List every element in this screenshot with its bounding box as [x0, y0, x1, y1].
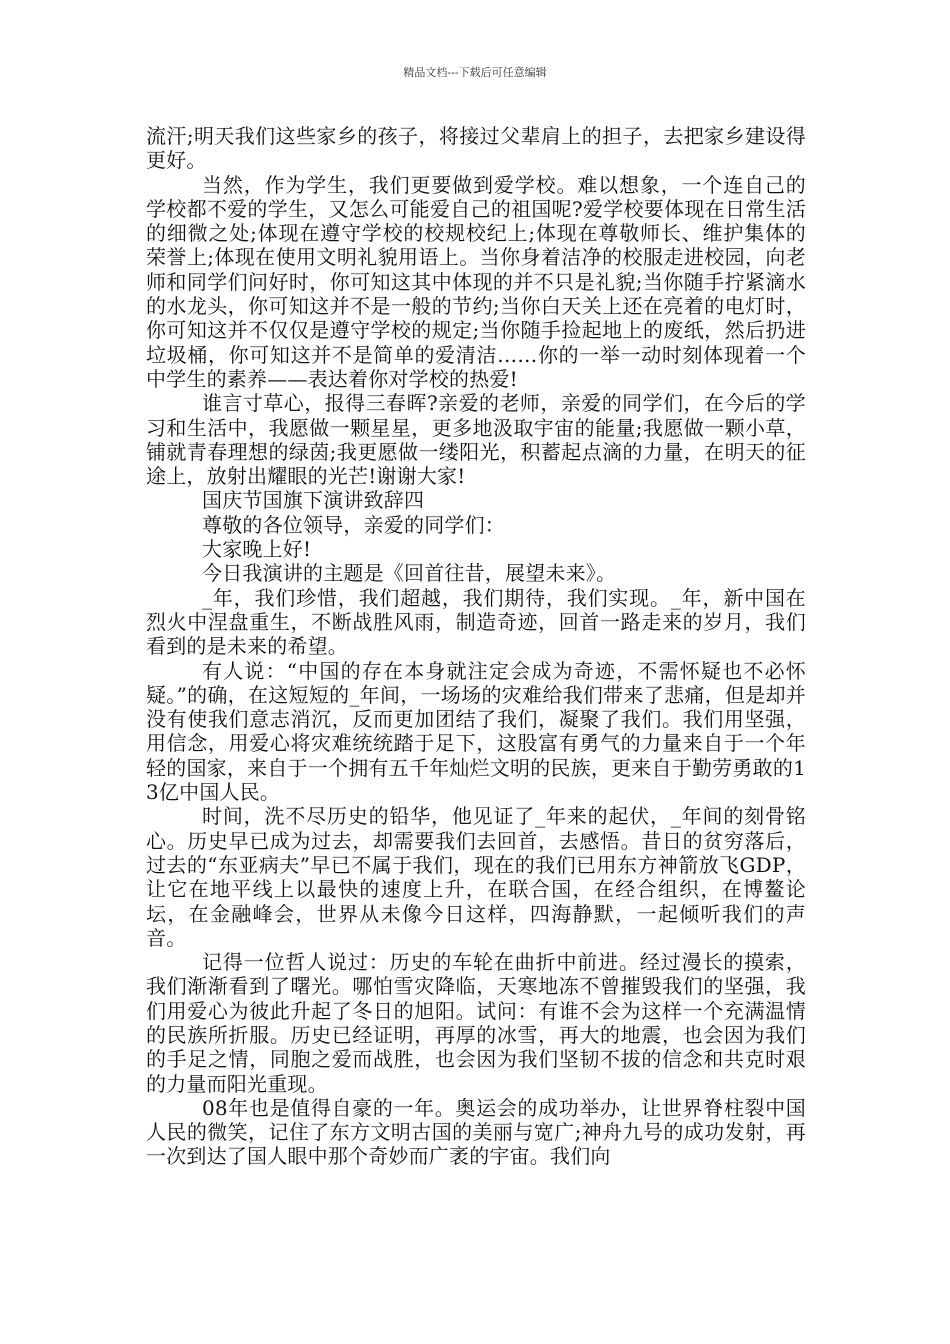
paragraph: 记得一位哲人说过：历史的车轮在曲折中前进。经过漫长的摸索，我们渐渐看到了曙光。哪怕雪灾降临，天寒地冻不曾摧毁我们的坚强，我们用爱心为彼此升起了冬日的旭阳。试问：有谁不会为这样一个充满温情的民族所折服。历史已经证明，再厚的冰雪，再大的地震，也会因为我们的手足之情，同胞之爱而战胜，也会因为我们坚韧不拔的信念和共克时艰的力量而阳光重现。 — [146, 950, 806, 1096]
greeting: 大家晚上好! — [202, 537, 312, 562]
paragraph: 有人说：“中国的存在本身就注定会成为奇迹，不需怀疑也不必怀疑。”的确，在这短短的_年间，一场场的灾难给我们带来了悲痛，但是却并没有使我们意志消沉，反而更加团结了我们，凝聚了我们。我们用坚强，用信念，用爱心将灾难统统踏于足下，这股富有勇气的力量来自于一个年轻的国家，来自于一个拥有五千年灿烂文明的民族，更来自于勤劳勇敢的13亿中国人民。 — [146, 658, 806, 805]
document-body — [146, 124, 806, 1169]
salutation: 尊敬的各位领导，亲爱的同学们： — [202, 512, 505, 537]
paragraph: _年，我们珍惜，我们超越，我们期待，我们实现。_年，新中国在烈火中涅盘重生，不断战胜风雨，制造奇迹，回首一路走来的岁月，我们看到的是未来的希望。 — [146, 585, 806, 659]
section-title: 国庆节国旗下演讲致辞四 — [202, 488, 425, 513]
paragraph: 流汗;明天我们这些家乡的孩子，将接过父辈肩上的担子，去把家乡建设得更好。 — [146, 124, 806, 173]
paragraph: 08年也是值得自豪的一年。奥运会的成功举办，让世界脊柱裂中国人民的微笑，记住了东方文明古国的美丽与宽广;神舟九号的成功发射，再一次到达了国人眼中那个奇妙而广袤的宇宙。我们向 — [146, 1095, 806, 1169]
page-header: 精品文档---下载后可任意编辑 — [403, 66, 547, 79]
paragraph: 谁言寸草心，报得三春晖?亲爱的老师，亲爱的同学们，在今后的学习和生活中，我愿做一颗星星，更多地汲取宇宙的能量;我愿做一颗小草，铺就青春理想的绿茵;我更愿做一缕阳光，积蓄起点滴的力量，在明天的征途上，放射出耀眼的光芒!谢谢大家! — [146, 391, 806, 489]
paragraph: 今日我演讲的主题是《回首往昔，展望未来》。 — [202, 561, 617, 586]
paragraph: 时间，洗不尽历史的铅华，他见证了_年来的起伏，_年间的刻骨铭心。历史早已成为过去，却需要我们去回首，去感悟。昔日的贫穷落后，过去的“东亚病夫”早已不属于我们，现在的我们已用东方神箭放飞GDP，让它在地平线上以最快的速度上升，在联合国，在经合组织，在博鳌论坛，在金融峰会，世界从未像今日这样，四海静默，一起倾听我们的声音。 — [146, 804, 806, 950]
paragraph: 当然，作为学生，我们更要做到爱学校。难以想象，一个连自己的学校都不爱的学生，又怎么可能爱自己的祖国呢?爱学校要体现在日常生活的细微之处;体现在遵守学校的校规校纪上;体现在尊敬师长、维护集体的荣誉上;体现在使用文明礼貌用语上。当你身着洁净的校服走进校园，向老师和同学们问好时，你可知这其中体现的并不只是礼貌;当你随手拧紧滴水的水龙头，你可知这并不是一般的节约;当你白天关上还在亮着的电灯时，你可知这并不仅仅是遵守学校的规定;当你随手捡起地上的废纸，然后扔进垃圾桶，你可知这并不是简单的爱清洁……你的一举一动时刻体现着一个中学生的素养——表达着你对学校的热爱! — [146, 172, 806, 391]
